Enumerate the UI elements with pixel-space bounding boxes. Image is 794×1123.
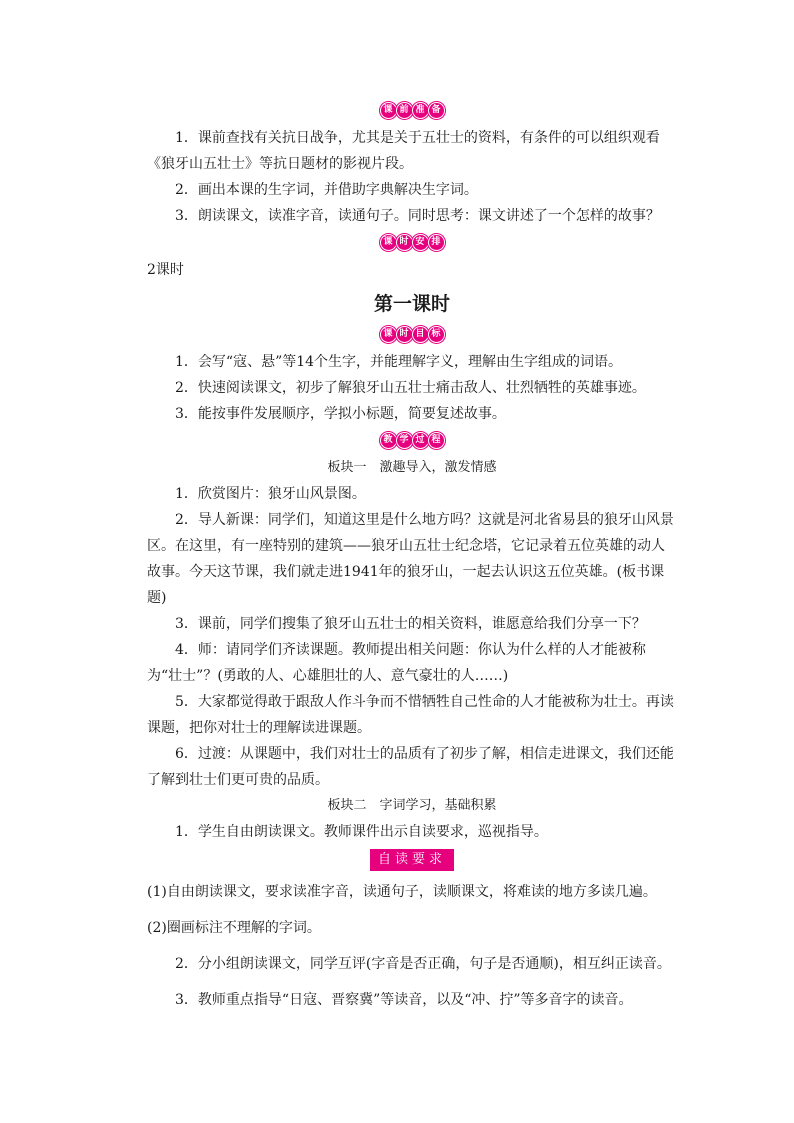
lesson-heading: 第一课时 [373, 293, 450, 315]
block1-title: 板块一 激趣导入，激发情感 [327, 460, 497, 475]
badge-char: 时 [397, 327, 412, 342]
reading-item-2: (2)圈画标注不理解的字词。 [147, 920, 321, 936]
block2-item-2: 2．分小组朗读课文，同学互评(字音是否正确，句子是否通顺)，相互纠正读音。 [175, 956, 671, 972]
badge-char: 目 [413, 327, 428, 342]
badge-char: 备 [429, 103, 444, 118]
reading-requirements-label: 自读要求 [370, 849, 454, 871]
badge-char: 标 [429, 327, 444, 342]
block2-title: 板块二 字词学习，基础积累 [327, 798, 497, 813]
reading-requirements-box [147, 849, 677, 871]
badge-char: 教 [381, 433, 396, 448]
badge-char: 学 [397, 433, 412, 448]
badge-char: 课 [381, 103, 396, 118]
badge-char: 课 [381, 235, 396, 250]
badge-char: 时 [397, 235, 412, 250]
document-content [147, 97, 677, 1013]
block1-item-1: 1．欣赏图片：狼牙山风景图。 [175, 486, 366, 502]
prep-item-2: 2．画出本课的生字词，并借助字典解决生字词。 [175, 182, 478, 198]
schedule-text: 2课时 [147, 262, 184, 278]
badge-char: 安 [413, 235, 428, 250]
prep-item-1: 1．课前查找有关抗日战争，尤其是关于五壮士的资料，有条件的可以组织观看《狼牙山五壮士》等抗日题材的影视片段。 [147, 130, 660, 172]
section-badge-goals [147, 323, 677, 345]
section-badge-process [147, 429, 677, 451]
section-badge-schedule [147, 231, 677, 253]
section-badge-prep [147, 99, 677, 121]
block1-item-5: 5．大家都觉得敢于跟敌人作斗争而不惜牺牲自己性命的人才能被称为壮士。再读课题，把你对壮士的理解读进课题。 [147, 694, 674, 736]
goal-item-2: 2．快速阅读课文，初步了解狼牙山五壮士痛击敌人、壮烈牺牲的英雄事迹。 [175, 380, 646, 396]
badge-char: 过 [413, 433, 428, 448]
badge-char: 课 [381, 327, 396, 342]
block1-item-3: 3．课前，同学们搜集了狼牙山五壮士的相关资料，谁愿意给我们分享一下？ [175, 616, 646, 632]
goal-item-3: 3．能按事件发展顺序，学拟小标题，简要复述故事。 [175, 406, 506, 422]
block2-item-3: 3．教师重点指导“日寇、晋察冀”等读音，以及“冲、拧”等多音字的读音。 [175, 992, 633, 1008]
block1-item-4: 4．师：请同学们齐读课题。教师提出相关问题：你认为什么样的人才能被称为“壮士”？(勇敢的人、心雄胆壮的人、意气豪壮的人……) [147, 642, 646, 684]
block2-intro: 1．学生自由朗读课文。教师课件出示自读要求，巡视指导。 [175, 824, 548, 840]
badge-char: 排 [429, 235, 444, 250]
badge-char: 程 [429, 433, 444, 448]
prep-item-3: 3．朗读课文，读准字音，读通句子。同时思考：课文讲述了一个怎样的故事？ [175, 208, 660, 224]
badge-char: 前 [397, 103, 412, 118]
block1-item-6: 6．过渡：从课题中，我们对壮士的品质有了初步了解，相信走进课文，我们还能了解到壮士们更可贵的品质。 [147, 746, 674, 788]
reading-item-1: (1)自由朗读课文，要求读准字音，读通句子，读顺课文，将难读的地方多读几遍。 [147, 884, 657, 900]
goal-item-1: 1．会写“寇、悬”等14个生字，并能理解字义，理解由生字组成的词语。 [175, 354, 623, 370]
badge-char: 准 [413, 103, 428, 118]
block1-item-2: 2．导人新课：同学们，知道这里是什么地方吗？这就是河北省易县的狼牙山风景区。在这里，有一座特别的建筑——狼牙山五壮士纪念塔，它记录着五位英雄的动人故事。今天这节课，我们就走进1941年的狼牙山，一起去认识这五位英雄。(板书课题) [147, 512, 674, 606]
